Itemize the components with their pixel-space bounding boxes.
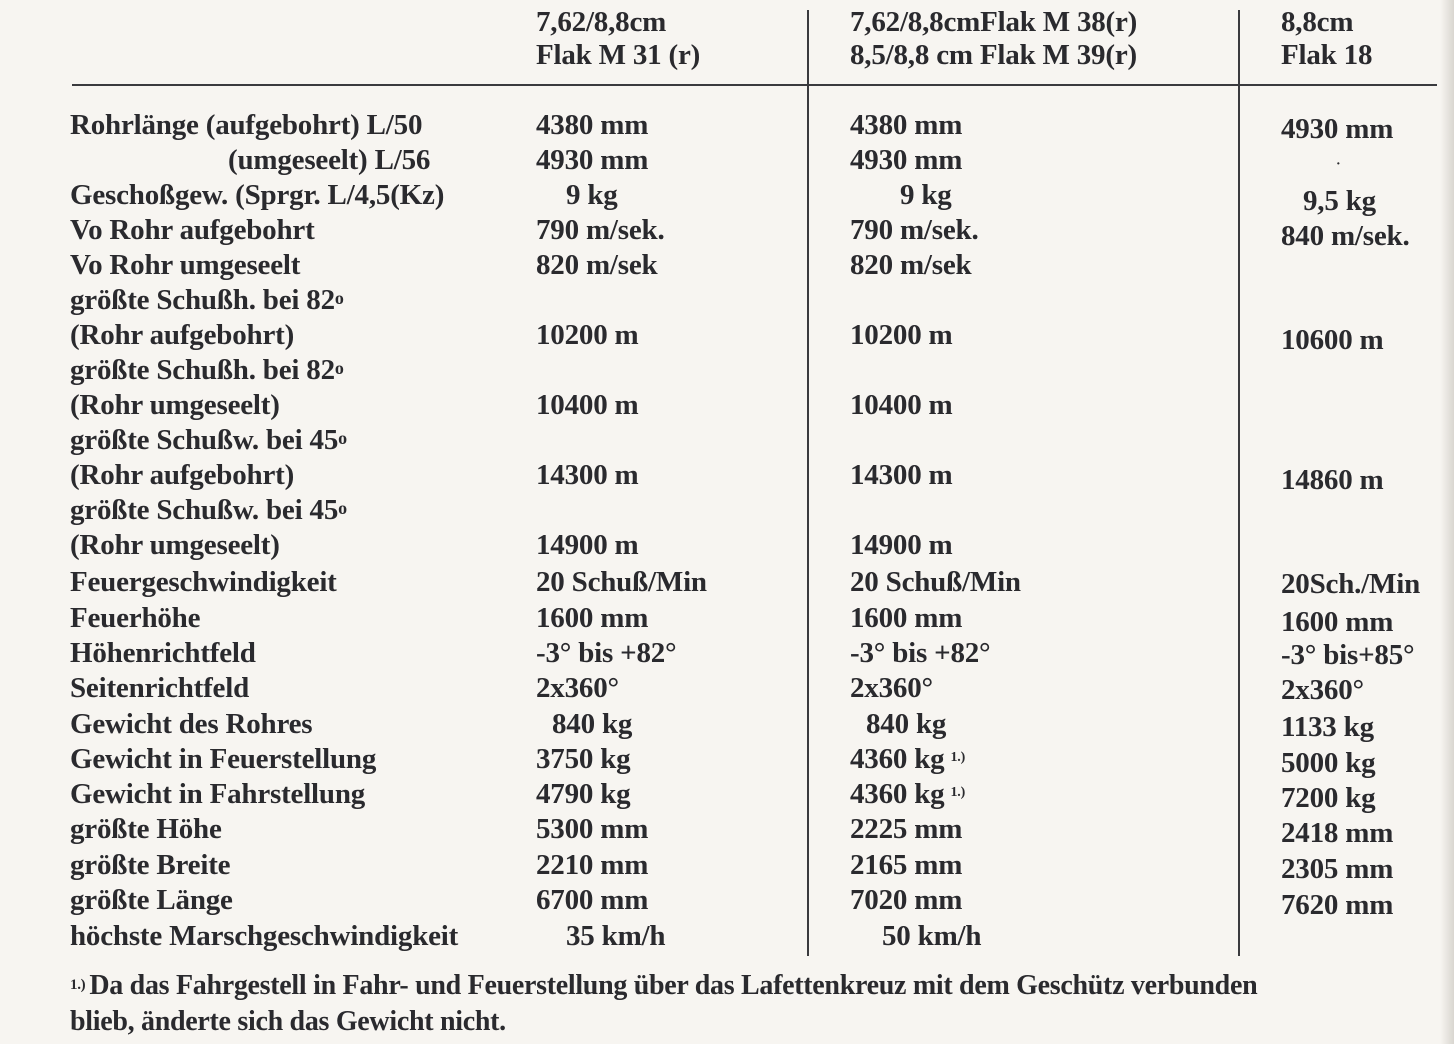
row-label-text: Gewicht des Rohres (70, 708, 313, 740)
cell-value (1281, 746, 1375, 781)
cell-value (1281, 463, 1384, 498)
cell-value-text: 20 Schuß/Min (536, 566, 707, 598)
cell-value-text: 7200 kg (1281, 782, 1376, 814)
row-label-text: größte Schußh. bei 82 (70, 284, 335, 316)
cell-value (566, 919, 665, 954)
cell-value (552, 707, 632, 742)
row-label (70, 423, 347, 458)
degree-symbol: o (334, 288, 344, 308)
cell-value-text: 840 m/sek. (1281, 220, 1410, 252)
column-header-line2: 8,5/8,8 cm Flak M 39(r) (850, 39, 1137, 71)
footnote-reference: 1.) (950, 785, 966, 800)
cell-value-text: 35 km/h (566, 920, 666, 952)
column-divider-1 (807, 10, 809, 956)
cell-value-text: 10400 m (536, 389, 639, 421)
cell-value (536, 565, 707, 600)
column-header-line1: 7,62/8,8cmFlak M 38(r) (850, 6, 1138, 38)
row-label (70, 777, 365, 812)
footnote (70, 968, 1450, 1040)
cell-value-text: 1600 mm (850, 602, 963, 634)
cell-value-text: 50 km/h (882, 920, 982, 952)
cell-value-text: 4360 kg (850, 743, 945, 775)
cell-value-text: 9 kg (566, 179, 618, 211)
row-label-text: (Rohr umgeseelt) (70, 389, 280, 421)
cell-value-text: 9 kg (900, 179, 952, 211)
column-divider-2 (1238, 10, 1240, 956)
row-label (70, 248, 300, 283)
row-label (70, 812, 222, 847)
cell-value-text: 2305 mm (1281, 853, 1394, 885)
cell-value-text: 2x360° (850, 672, 933, 704)
footnote-text: Da das Fahrgestell in Fahr- und Feuerstellung über das Lafettenkreuz mit dem Geschütz verbunden (89, 970, 1258, 1001)
row-label (70, 528, 280, 563)
row-label-text: (Rohr umgeseelt) (70, 529, 280, 561)
cell-value (536, 108, 648, 143)
cell-value-text: 14900 m (536, 529, 639, 561)
cell-value (536, 388, 639, 423)
column-header-line1: 8,8cm (1281, 6, 1354, 38)
cell-value-text: 10400 m (850, 389, 953, 421)
cell-value-text: 10200 m (850, 319, 953, 351)
row-label-text: Rohrlänge (aufgebohrt) L/50 (70, 109, 423, 141)
cell-value (866, 707, 946, 742)
cell-value-text: 4930 mm (1281, 113, 1394, 145)
cell-value (850, 671, 933, 706)
row-label-text: Feuergeschwindigkeit (70, 566, 337, 598)
cell-value (850, 213, 979, 248)
row-label (70, 601, 200, 636)
cell-value-text: 14300 m (850, 459, 953, 491)
cell-value (536, 213, 665, 248)
cell-value (850, 108, 962, 143)
cell-value (850, 388, 953, 423)
row-label-text: Seitenrichtfeld (70, 672, 250, 704)
row-label-text: Geschoßgew. (Sprgr. L/4,5(Kz) (70, 179, 445, 211)
cell-value (850, 812, 962, 847)
header-rule (72, 84, 1437, 86)
cell-value (536, 636, 676, 671)
footnote-reference: 1.) (950, 750, 966, 765)
cell-value-text: 790 m/sek. (536, 214, 665, 246)
row-label-text: größte Höhe (70, 813, 222, 845)
cell-value-text: 9,5 kg (1303, 185, 1376, 217)
cell-value (850, 777, 965, 812)
cell-value (536, 742, 630, 777)
cell-value (850, 248, 971, 283)
cell-value (850, 848, 962, 883)
cell-value-text: 10200 m (536, 319, 639, 351)
cell-value (850, 742, 965, 777)
row-label (70, 707, 312, 742)
cell-value-text: 10600 m (1281, 324, 1384, 356)
row-label-text: (umgeseelt) L/56 (228, 144, 431, 176)
cell-value (850, 883, 962, 918)
row-label-text: höchste Marschgeschwindigkeit (70, 920, 459, 952)
cell-value (1281, 219, 1410, 254)
cell-value-text: 2418 mm (1281, 817, 1394, 849)
cell-value (1281, 852, 1393, 887)
cell-value (1281, 605, 1393, 640)
cell-value (1281, 673, 1364, 708)
cell-value-text: 2x360° (536, 672, 619, 704)
cell-value-text: 840 kg (866, 708, 947, 740)
cell-value (536, 848, 648, 883)
cell-value-text: 14300 m (536, 459, 639, 491)
row-label (70, 178, 444, 213)
cell-value (850, 143, 962, 178)
row-label-text: Gewicht in Feuerstellung (70, 743, 377, 775)
cell-value (536, 671, 619, 706)
row-label (70, 636, 256, 671)
cell-value (1336, 147, 1340, 182)
cell-value (850, 458, 953, 493)
row-label-text: Feuerhöhe (70, 602, 201, 634)
cell-value-text: 4930 mm (850, 144, 963, 176)
row-label (70, 883, 233, 918)
cell-value-text: 4930 mm (536, 144, 649, 176)
cell-value (1281, 888, 1393, 923)
cell-value-text: 5300 mm (536, 813, 649, 845)
cell-value-text: 2210 mm (536, 849, 649, 881)
row-label-text: Vo Rohr umgeseelt (70, 249, 301, 281)
cell-value (1281, 816, 1393, 851)
cell-value (536, 143, 648, 178)
cell-value (536, 883, 648, 918)
column-header-flak-18 (1281, 6, 1372, 72)
cell-value-text: 6700 mm (536, 884, 649, 916)
cell-value (566, 178, 618, 213)
column-header-line2: Flak 18 (1281, 39, 1373, 71)
degree-symbol: o (334, 358, 344, 378)
row-label (70, 283, 344, 318)
row-label-text: größte Schußh. bei 82 (70, 354, 335, 386)
row-label-text: (Rohr aufgebohrt) (70, 459, 295, 491)
cell-value-text: 5000 kg (1281, 747, 1376, 779)
cell-value-text: 2225 mm (850, 813, 963, 845)
row-label (228, 143, 430, 178)
row-label (70, 565, 337, 600)
cell-value (1281, 567, 1420, 602)
cell-value (850, 318, 953, 353)
cell-value (1281, 638, 1414, 673)
cell-value (850, 636, 990, 671)
cell-value-text: 14900 m (850, 529, 953, 561)
cell-value (850, 528, 953, 563)
row-label (70, 353, 344, 388)
row-label-text: Vo Rohr aufgebohrt (70, 214, 315, 246)
cell-value-text: -3° bis+85° (1281, 639, 1415, 671)
cell-value-text: -3° bis +82° (536, 637, 677, 669)
row-label-text: größte Breite (70, 849, 231, 881)
cell-value-text: -3° bis +82° (850, 637, 991, 669)
cell-value-text: 2x360° (1281, 674, 1364, 706)
degree-symbol: o (338, 498, 347, 518)
cell-value (850, 601, 962, 636)
cell-value-text: 7020 mm (850, 884, 963, 916)
footnote-marker: 1.) (70, 977, 86, 993)
cell-value (1281, 323, 1384, 358)
cell-value-text: 3750 kg (536, 743, 631, 775)
cell-value (536, 318, 639, 353)
cell-value-text: 4360 kg (850, 778, 945, 810)
cell-value-text: 840 kg (552, 708, 633, 740)
cell-value (536, 601, 648, 636)
column-header-line1: 7,62/8,8cm (536, 6, 667, 38)
footnote-line1 (70, 968, 1450, 1004)
row-label-text: größte Länge (70, 884, 233, 916)
cell-value-text: 20 Schuß/Min (850, 566, 1021, 598)
cell-value (1281, 781, 1375, 816)
column-header-flak-m31 (536, 6, 700, 72)
cell-value-text: · (1336, 157, 1341, 172)
cell-value (1281, 710, 1374, 745)
row-label-text: Höhenrichtfeld (70, 637, 256, 669)
cell-value-text: 820 m/sek (850, 249, 972, 281)
cell-value-text: 14860 m (1281, 464, 1384, 496)
row-label (70, 213, 315, 248)
cell-value (536, 528, 639, 563)
cell-value-text: 790 m/sek. (850, 214, 979, 246)
row-label (70, 493, 347, 528)
row-label (70, 848, 230, 883)
cell-value-text: 4380 mm (536, 109, 649, 141)
cell-value-text: 1600 mm (536, 602, 649, 634)
cell-value (536, 812, 648, 847)
cell-value (536, 458, 639, 493)
footnote-line2: blieb, änderte sich das Gewicht nicht. (70, 1006, 506, 1037)
column-header-line2: Flak M 31 (r) (536, 39, 701, 71)
cell-value (1281, 112, 1393, 147)
row-label-text: Gewicht in Fahrstellung (70, 778, 366, 810)
cell-value-text: 4790 kg (536, 778, 631, 810)
cell-value-text: 820 m/sek (536, 249, 658, 281)
cell-value-text: 2165 mm (850, 849, 963, 881)
row-label-text: (Rohr aufgebohrt) (70, 319, 295, 351)
cell-value (850, 565, 1021, 600)
page-edge-shadow (1440, 0, 1454, 1044)
cell-value (1303, 184, 1376, 219)
row-label (70, 458, 294, 493)
row-label-text: größte Schußw. bei 45 (70, 424, 339, 456)
cell-value (536, 777, 630, 812)
cell-value-text: 1600 mm (1281, 606, 1394, 638)
cell-value-text: 20Sch./Min (1281, 568, 1420, 600)
row-label (70, 919, 458, 954)
column-header-flak-m38-m39 (850, 6, 1137, 72)
cell-value (882, 919, 981, 954)
degree-symbol: o (338, 428, 347, 448)
cell-value-text: 1133 kg (1281, 711, 1374, 743)
row-label (70, 742, 376, 777)
row-label (70, 108, 422, 143)
cell-value (900, 178, 952, 213)
cell-value-text: 4380 mm (850, 109, 963, 141)
row-label (70, 318, 294, 353)
row-label (70, 671, 249, 706)
cell-value-text: 7620 mm (1281, 889, 1394, 921)
row-label-text: größte Schußw. bei 45 (70, 494, 339, 526)
cell-value (536, 248, 657, 283)
row-label (70, 388, 280, 423)
